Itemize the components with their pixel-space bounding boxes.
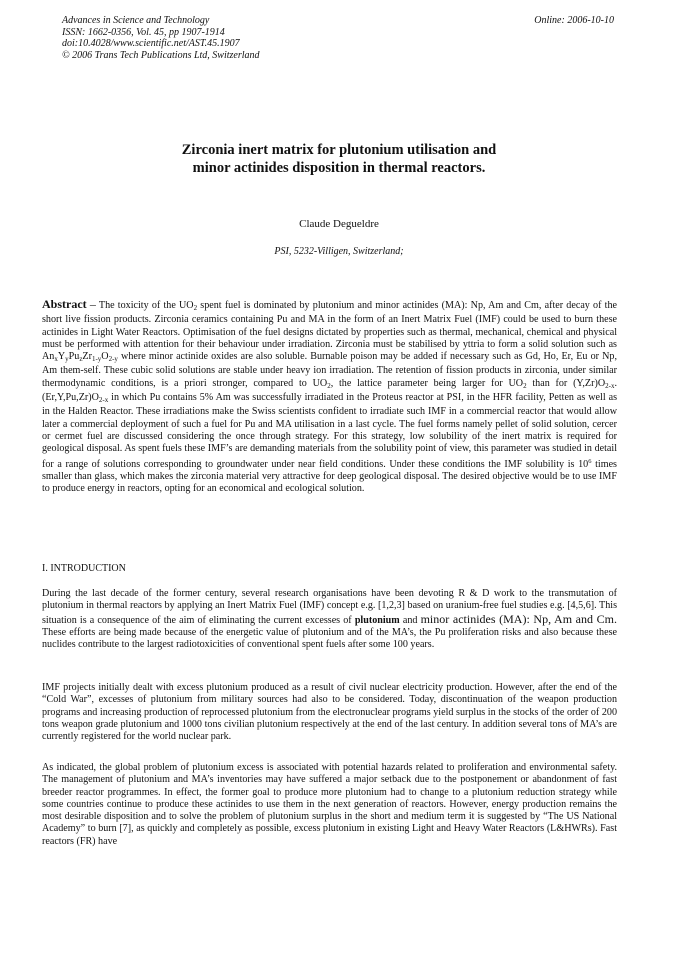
formula-element: Zr bbox=[82, 351, 92, 363]
formula-element: O bbox=[101, 351, 109, 363]
online-date: Online: 2006-10-10 bbox=[534, 15, 614, 26]
paper-title bbox=[100, 141, 578, 177]
formula-subscript: 2-y bbox=[108, 355, 118, 364]
title-line-1: Zirconia inert matrix for plutonium utilisation and bbox=[181, 142, 497, 158]
formula-subscript: 1-y bbox=[91, 355, 102, 364]
abstract-text: , the lattice parameter being larger for UO bbox=[330, 377, 524, 389]
large-term: minor actinides (MA): Np, Am and Cm. bbox=[420, 611, 617, 626]
abstract-subscript: 2-x bbox=[98, 396, 109, 405]
formula-element: Pu bbox=[68, 351, 80, 363]
abstract-label: Abstract bbox=[42, 297, 87, 311]
abstract-text: where minor actinide oxides are also soluble. Burnable poison may be added if necessary such as Gd, Ho, Er, Eu or Np, Am them-self. These cubic solid solutions are stable under heavy ion irradiation. The retention of fission products in zirconia, under similar thermodynamic conditions, is a priori stronger, compared to UO bbox=[42, 351, 617, 389]
abstract-text: in which Pu contains 5% Am was successfully irradiated in the Proteus reactor at PSI, in the HFR facility, Petten as well as in the Halden Reactor. These irradiations make the Swiss scientists confident to irradiate such IMF in a commercial reactor that would allow later a commercial deployment of such a fuel for Pu and MA utilisation in a last cycle. The fuel forms namely pellet of solid solution, cercer or cermet fuel are discussed considering the once through strategy. For this strategy, low solubility of the inert matrix is required for geological disposal. As spent fuels these IMF’s are demanding materials from the solubility point of view, this parameter was studied in detail for a range of solutions corresponding to groundwater under near field conditions. Under these conditions the IMF solubility is 10 bbox=[42, 392, 617, 470]
formula-subscript: x bbox=[54, 355, 58, 364]
formula-subscript: z bbox=[79, 355, 83, 364]
abstract-text: spent fuel is dominated by plutonium and minor actinides (MA): Np, Am and Cm, after decay of the short live fission products. Zirconia ceramics containing Pu and MA in the form of an Inert Matrix Fuel (IMF) could be used to burn these actinides in Light Water Reactors. Optimisation of the fuel designs dictated by properties such as thermal, mechanical, chemical and physical must be performed with attention for their behaviour under irradiation. Zirconia must be stabilised by yttria to form a solid solution such as An bbox=[42, 300, 617, 363]
abstract-text: times smaller than glass, which makes the zirconia material very attractive for deep geological disposal. The desired objective would be to use IMF to produce energy in reactors, opting for an economical and ecological solution. bbox=[42, 458, 617, 495]
copyright-line: © 2006 Trans Tech Publications Ltd, Switzerland bbox=[62, 49, 260, 61]
paragraph-text: These efforts are being made because of the energetic value of plutonium and of the MA’s, the Pu proliferation risks and also because these nuclides contribute to the largest radiotoxicities of conventional spent fuels after some 100 years. bbox=[42, 626, 617, 651]
abstract-dash: – bbox=[89, 297, 96, 311]
abstract-text: . (Er,Y,Pu,Zr)O bbox=[42, 377, 617, 404]
intro-paragraph-3: As indicated, the global problem of plutonium excess is associated with potential hazards related to proliferation and environmental safety. The management of plutonium and MA’s inventories may have suffered a major setback due to the postponement or abandonment of fast breeder reactor programmes. In effect, the former goal to produce more plutonium had to change to a plutonium reduction strategy while some countries continue to produce these actinides to use them in the next generation of reactors. However, energy production remains the most desirable disposition and to solve the problem of plutonium surplus in the short and medium term it is suggested by “The US National Academy” to burn [7], as quickly and completely as possible, excess plutonium in existing Light and Heavy Water Reactors (L&HWRs). Fast reactors (FR) have bbox=[42, 762, 617, 847]
abstract-subscript: 2 bbox=[327, 381, 331, 390]
paragraph-text: and bbox=[399, 614, 421, 626]
title-line-2: minor actinides disposition in thermal reactors. bbox=[192, 160, 486, 176]
abstract-superscript: 6 bbox=[588, 457, 592, 465]
journal-header bbox=[62, 15, 260, 61]
formula-element: Y bbox=[57, 351, 66, 363]
abstract bbox=[42, 298, 617, 495]
issn-line: ISSN: 1662-0356, Vol. 45, pp 1907-1914 bbox=[62, 26, 225, 38]
abstract-subscript: 2 bbox=[523, 381, 527, 390]
author-affiliation: PSI, 5232-Villigen, Switzerland; bbox=[274, 246, 404, 257]
journal-name: Advances in Science and Technology bbox=[62, 15, 210, 26]
bold-term: plutonium bbox=[354, 614, 400, 626]
intro-paragraph-1 bbox=[42, 588, 617, 651]
formula-subscript: y bbox=[65, 355, 69, 364]
abstract-subscript: 2-x bbox=[605, 381, 615, 390]
section-heading: I. INTRODUCTION bbox=[42, 563, 126, 574]
abstract-subscript: 2 bbox=[193, 304, 198, 312]
author-name: Claude Degueldre bbox=[299, 218, 379, 230]
abstract-text: The toxicity of the UO bbox=[95, 300, 194, 311]
paragraph-text: During the last decade of the former century, several research organisations have been devoting R & D work to the transmutation of plutonium in thermal reactors by applying an Inert Matrix Fuel (IMF) concept e.g. [1,2,3] based on uranium-free fuel studies e.g. [4,5,6]. This situation is a consequence of the aim of eliminating the current excesses of bbox=[42, 588, 617, 626]
intro-paragraph-2: IMF projects initially dealt with excess plutonium produced as a result of civil nuclear electricity production. However, after the end of the “Cold War”, excesses of plutonium from military sources had also to be considered. Today, discontinuation of the weapon production programs and increasing production of reprocessed plutonium from the electronuclear programs yield surplus in the stocks of the order of 200 tons weapon grade plutonium and 1000 tons civilian plutonium respectively at the end of the last century. In addition several tons of MA’s are currently registered for the world nuclear park. bbox=[42, 682, 617, 743]
abstract-text: than for (Y,Zr)O bbox=[526, 377, 606, 389]
doi-line: doi:10.4028/www.scientific.net/AST.45.1907 bbox=[62, 38, 240, 49]
